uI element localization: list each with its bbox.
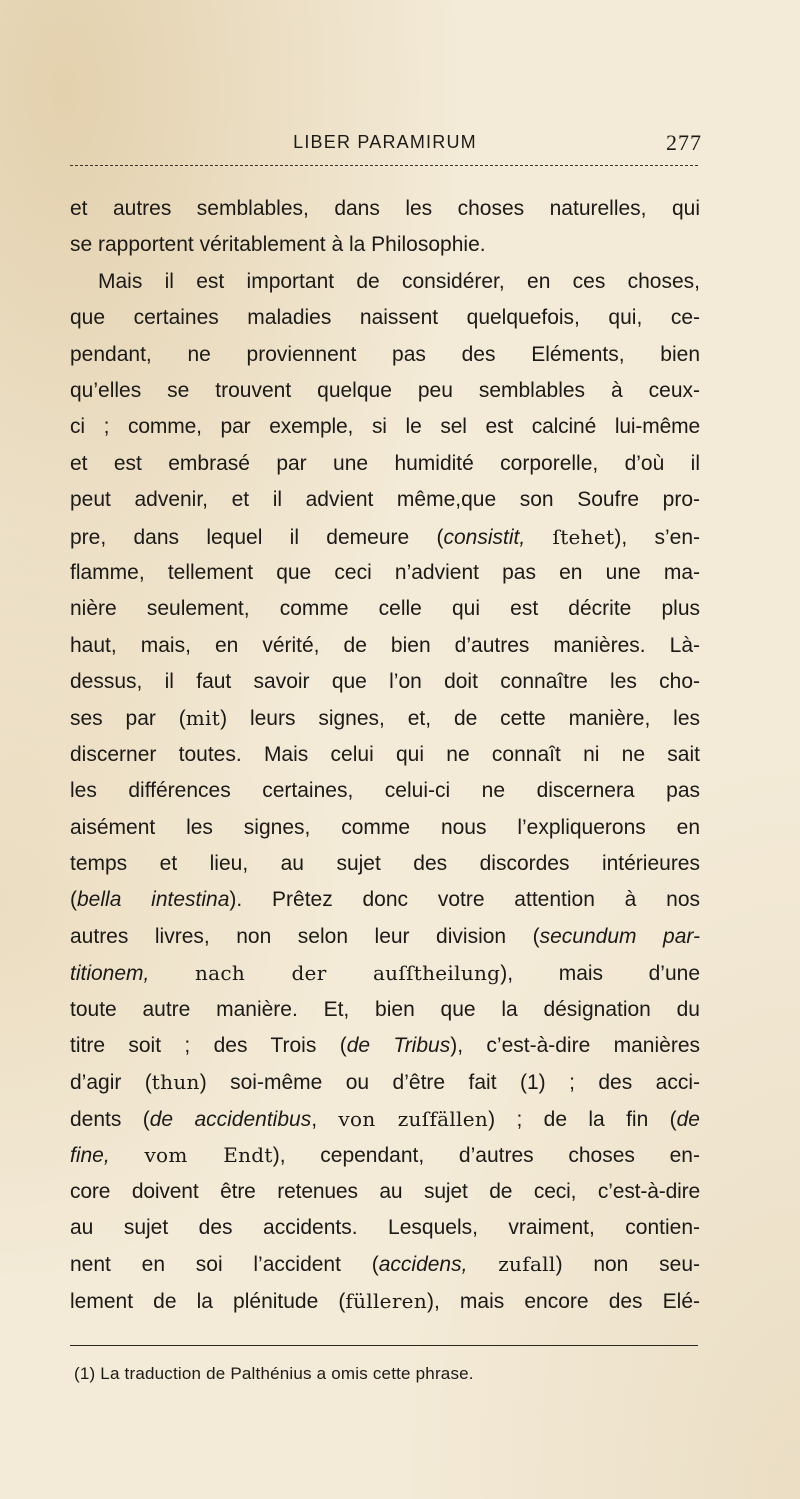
text-line: qu’elles se trouvent quelque peu semblables à ceux-: [70, 378, 700, 402]
page-number: 277: [666, 130, 702, 155]
text-line: core doivent être retenues au sujet de ceci, c’est-à-dire: [70, 1179, 700, 1203]
text-line: aisément les signes, comme nous l’expliquerons en: [70, 815, 700, 839]
text-line: [70, 1283, 700, 1319]
text-run: ) ; de la fin (: [488, 1107, 677, 1131]
text-line: temps et lieu, au sujet des discordes intérieures: [70, 852, 700, 876]
text-line: [70, 1028, 700, 1064]
latin-term: de: [676, 1107, 700, 1131]
book-page: [70, 0, 700, 1499]
latin-term: de Tribus: [346, 1033, 451, 1057]
footnote-rule: [70, 1345, 698, 1346]
text-line: pendant, ne proviennent pas des Eléments, bien: [70, 342, 700, 366]
text-run: ) leurs signes, et, de cette manière, les: [220, 707, 700, 731]
running-head: [70, 126, 700, 160]
text-line: [70, 882, 700, 918]
text-line: nière seulement, comme celle qui est décrite plus: [70, 597, 700, 621]
text-line: se rapportent véritablement à la Philosophie.: [70, 233, 486, 257]
text-run: dents (: [70, 1107, 150, 1131]
text-line: [70, 1246, 700, 1282]
text-run: pre, dans lequel il demeure (: [70, 525, 444, 549]
text-run: titre soit ; des Trois (: [70, 1033, 347, 1057]
text-line: [70, 1101, 700, 1137]
text-run: (: [70, 888, 77, 912]
text-run: autres livres, non selon leur division (: [70, 924, 540, 948]
text-line: [70, 1064, 700, 1100]
text-run: ses par (: [70, 707, 186, 731]
text-line: flamme, tellement que ceci n’advient pas en une ma-: [70, 560, 700, 584]
text-run: ) non seu-: [555, 1253, 700, 1277]
text-line: [70, 1137, 700, 1173]
german-term: thun: [151, 1070, 200, 1095]
latin-term: fine,: [70, 1144, 110, 1168]
body-text: [70, 191, 700, 1319]
text-line: Mais il est important de considérer, en ces choses,: [98, 269, 700, 293]
text-line: [70, 955, 700, 991]
german-term: zufall: [498, 1252, 556, 1277]
text-run: ,: [311, 1107, 339, 1131]
text-run: ), c’est-à-dire manières: [450, 1033, 701, 1057]
latin-term: secundum par-: [539, 924, 700, 948]
text-run: nent en soi l’accident (: [70, 1253, 379, 1277]
text-run: ), s’en-: [614, 525, 700, 549]
text-line: et autres semblables, dans les choses naturelles, qui: [70, 197, 700, 220]
text-run: ), mais encore des Elé-: [427, 1289, 701, 1313]
text-run: ), cependant, d’autres choses en-: [272, 1144, 700, 1168]
german-term: ſtehet: [552, 524, 615, 549]
text-line: et est embrasé par une humidité corporelle, d’où il: [70, 451, 700, 475]
german-term: nach der auſſtheilung: [194, 961, 501, 986]
header-rule: [70, 165, 698, 166]
german-term: vom Endt: [144, 1143, 273, 1168]
german-term: von zuſfällen: [338, 1106, 489, 1131]
footnote: (1) La traduction de Palthénius a omis cette phrase.: [74, 1364, 474, 1383]
text-line: [70, 519, 700, 555]
text-line: [70, 700, 700, 736]
german-term: mit: [185, 706, 221, 731]
text-line: ci ; comme, par exemple, si le sel est calciné lui-même: [70, 415, 700, 439]
text-line: [70, 919, 700, 955]
latin-term: titionem,: [70, 962, 150, 986]
text-run: d’agir (: [70, 1071, 152, 1095]
text-line: que certaines maladies naissent quelquefois, qui, ce-: [70, 306, 700, 330]
latin-term: bella intestina: [77, 888, 230, 912]
text-run: ), mais d’une: [500, 962, 701, 986]
text-line: au sujet des accidents. Lesquels, vraiment, contien-: [70, 1215, 700, 1239]
text-run: ) soi-même ou d’être fait (1) ; des acci-: [199, 1071, 700, 1095]
text-line: toute autre manière. Et, bien que la désignation du: [70, 997, 700, 1021]
latin-term: de accidentibus: [149, 1107, 312, 1131]
text-line: les différences certaines, celui-ci ne discernera pas: [70, 779, 700, 803]
text-line: dessus, il faut savoir que l’on doit connaître les cho-: [70, 670, 700, 694]
text-line: peut advenir, et il advient même,que son Soufre pro-: [70, 488, 700, 512]
text-run: ). Prêtez donc votre attention à nos: [229, 888, 701, 912]
running-title: LIBER PARAMIRUM: [293, 132, 477, 152]
text-line: discerner toutes. Mais celui qui ne connaît ni ne sait: [70, 742, 700, 766]
german-term: fülleren: [345, 1288, 427, 1313]
latin-term: consistit,: [443, 525, 526, 549]
latin-term: accidens,: [378, 1253, 468, 1277]
text-line: haut, mais, en vérité, de bien d’autres manières. Là-: [70, 633, 700, 657]
text-run: lement de la plénitude (: [70, 1289, 346, 1313]
